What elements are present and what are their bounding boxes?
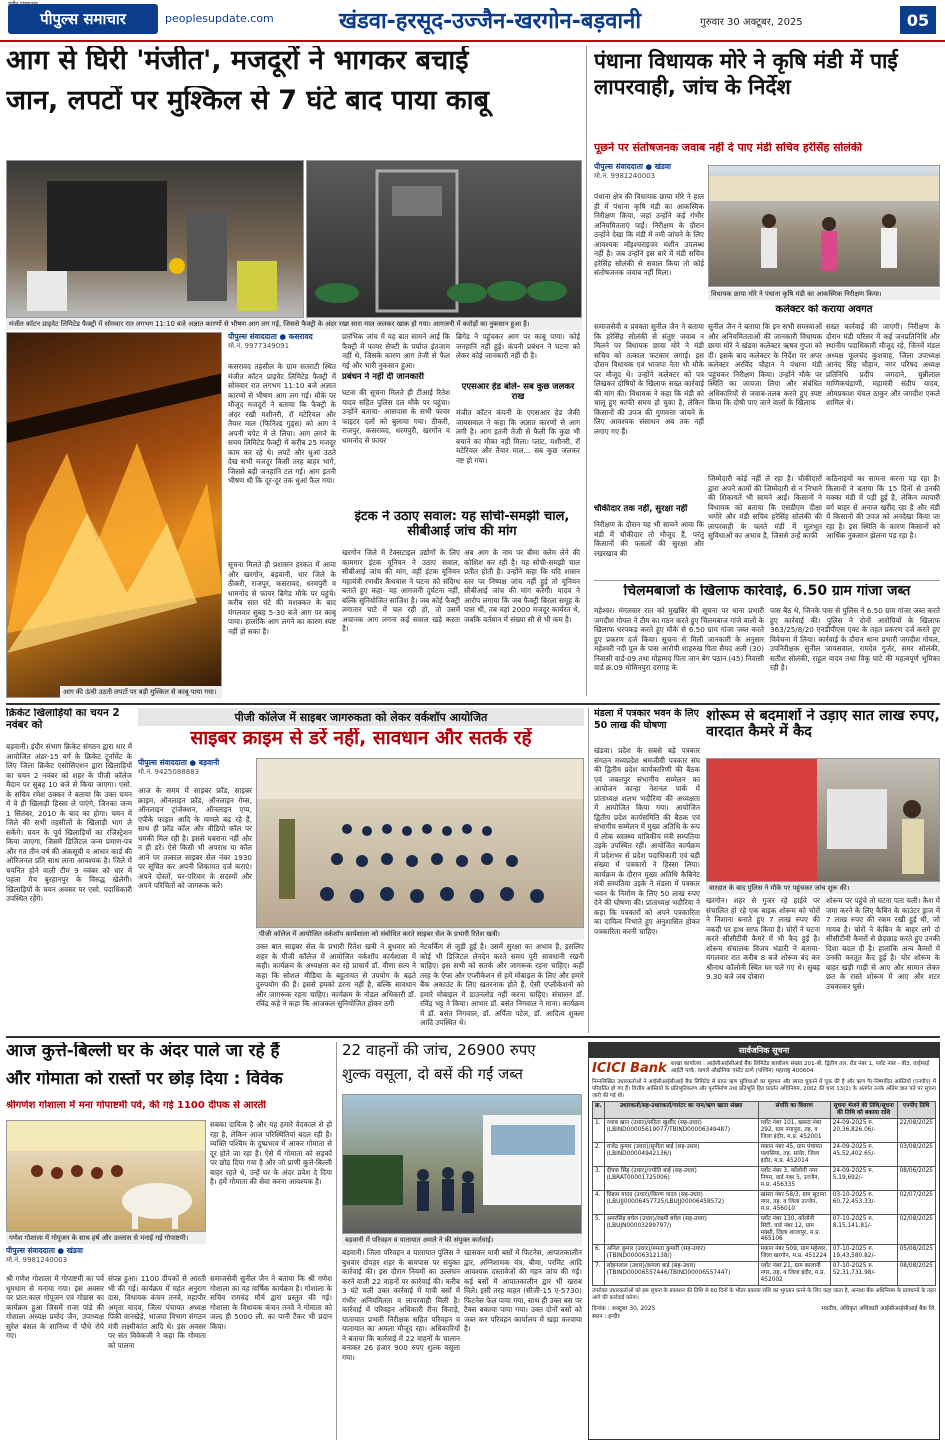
cyber-photo-illustration xyxy=(257,759,584,928)
table-cell: मकान नंबर 509, ग्राम महेश्वर, जिला खरगोन, म.प्र. 451224 xyxy=(758,1245,830,1262)
mandi-photo-illustration xyxy=(709,166,940,287)
table-cell: 22/08/2025 xyxy=(897,1119,935,1143)
table-header-cell: सूचना भेजने की तिथि/सूचना की तिथि को बकाया राशि xyxy=(830,1102,897,1119)
masthead-logo: पीपुल्स समाचार xyxy=(8,4,158,34)
table-cell: 1. xyxy=(593,1119,605,1143)
table-cell: सोहनलाल (उधार)/कमला बाई (सह-उधार) (TBIND00006557446/TBIND00006557447) xyxy=(604,1262,758,1286)
table-header-row xyxy=(593,1102,936,1119)
vivek-headline-line1: आज कुत्ते-बिल्ली घर के अंदर पाले जा रहे हैं xyxy=(6,1042,280,1061)
table-header-cell: संपत्ति का विवरण xyxy=(758,1102,830,1119)
table-cell: 24-09-2025 रु. 20,36,826.06/- xyxy=(830,1119,897,1143)
table-cell: 08/06/2025 xyxy=(897,1166,935,1190)
intuc-col1: खरगोन जिले में टेक्सटाइल उद्योगों के लिए कामगार इंटक यूनियन ने उठाए सवाल, सीबीआई जांच की मांग, वहीं इंटक यूनियन महामंत्री रणधीर कैथवास ने घटना को संदिग्ध बताते हुए कहा- यह आगजनी दुर्घटना नहीं, बल्कि सुनियोजित साजिश है। जब कोई फैक्ट्री लगातार घाटे में चल रही हो, तो उसमें अचानक आग लगना कई सवाल खड़े करता है। xyxy=(342,548,460,633)
byline-location: बड़वानी xyxy=(198,758,220,767)
goshala-photo-illustration xyxy=(7,1121,206,1232)
byline-location: कसरावद xyxy=(288,332,313,341)
table-header-cell: उधारकर्ता/सह-उधारकर्ता/गारंटर का नाम/ऋण खाता संख्या xyxy=(604,1102,758,1119)
vivek-col1: श्री गणेश गोशाला में गोपाष्टमी का पर्व धूमधाम से मनाया गया। इस अवसर पर प्रात:काल गोपूजन एवं गोग्रास का कार्यक्रम हुआ जिसमें राजा पांडे की गोशाला अध्यक्ष प्रमोद जैन, उपाध्यक्ष सुरेश बंसल के सानिध्य में पौधे रोपे गए। xyxy=(6,1274,104,1340)
table-row xyxy=(593,1119,936,1143)
table-cell: विक्रम यादव (उधार)/किरण यादव (सह-उधार) (LBUJJ00006457725/LBUJJ00006458572) xyxy=(604,1190,758,1214)
byline-name: पीपुल्स संवाददाता xyxy=(6,1246,55,1255)
column-divider xyxy=(588,708,589,1033)
icici-sign-block xyxy=(589,1304,939,1320)
bus-photo xyxy=(342,1094,582,1234)
factory-machinery-photo xyxy=(306,160,582,318)
notice-section-label: सार्वजनिक सूचना xyxy=(589,1043,939,1058)
lead-col4b: मंजीत कॉटन कंपनी के एएसआर हेड जैकी जायसवाल ने कहा कि अज्ञात कारणों से आग लगी है। आग इतनी तेजी से फैली कि कुछ भी बचाने का मौका नहीं मिला। प्लांट, मशीनरी, रॉ मटेरियल और तैयार माल... सब कुछ जलकर नष्ट हो गया। xyxy=(456,408,580,465)
ganja-headline: चिलमबाजों के खिलाफ कार्रवाई, 6.50 ग्राम गांजा जब्त xyxy=(623,584,911,599)
icici-intro: निम्नलिखित उधारकर्ताओं ने आईसीआईसीआई बैंक लिमिटेड से प्राप्त ऋण सुविधाओं का मूलधन और ब्याज चुकाने में चूक की है और ऋण गैर-निष्पादित आस्तियों (एनपीए) में परिवर्तित हो गए हैं। वित्तीय आस्तियों के प्रतिभूतिकरण और पुनर्निर्माण तथा प्रतिभूति हित प्रवर्तन अधिनियम, 2002 की धारा 13(2) के अंतर्गत उनके अंतिम ज्ञात पते पर सूचना जारी की गई थी। xyxy=(592,1079,936,1099)
icici-place: स्थान : इन्दौर xyxy=(592,1313,620,1320)
table-cell: 2. xyxy=(593,1143,605,1167)
table-cell: 02/08/2025 xyxy=(897,1214,935,1245)
fire-photo xyxy=(6,332,222,698)
column-divider xyxy=(336,1042,337,1440)
cricket-headline: क्रिकेट खिलाड़ियों का चयन 2 नवंबर को xyxy=(6,708,120,731)
byline-name: पीपुल्स संवाददाता xyxy=(138,758,187,767)
vivek-byline-block xyxy=(6,1246,206,1272)
lead-headline-line1: आग से घिरी 'मंजीत', मजदूरों ने भागकर बचाई xyxy=(6,46,469,76)
icici-logo: ICICI Bank xyxy=(592,1061,667,1076)
table-cell: 07-10-2025 रु. 52,31,731.98/- xyxy=(830,1262,897,1286)
vivek-byline: पीपुल्स संवाददाता ● खंडवा xyxy=(6,1246,83,1255)
icici-signatory: भवदीय, अधिकृत अधिकारी आईसीआईसीआई बैंक लि. xyxy=(820,1305,936,1312)
mandi-col3: सख्त कार्रवाई की जाएगी। निरीक्षण के दौरान मंडी परिसर में कई जनप्रतिनिधि और स्थानीय पदाधिकारी मौजूद रहे, जिनमें मंडल अध्यक्ष फूलचंद कुशवाह, जिला उपाध्यक्ष आनंद सिंह चौहान, नगर परिषद अध्यक्ष प्रतिनिधि प्रदीप जगदाने, चुन्नीलाल माणिकचंद्राणी, महामंत्री संदीप यादव, ओमप्रकाश चंचल ठाकुर और जगदीश एकले शामिल थे। xyxy=(826,322,940,407)
icici-date: दिनांक : अक्टूबर 30, 2025 xyxy=(592,1305,656,1312)
table-header-cell: क्र. xyxy=(593,1102,605,1119)
website-link[interactable]: peoplesupdate.com xyxy=(165,12,274,25)
mandi-subhead1: कलेक्टर को कराया अवगत xyxy=(775,304,873,315)
cyber-col1: आज के समय में साइबर फ्रॉड, साइबर क्राइम, ऑनलाइन फ्रॉड, ऑनलाइन गेम्स, ऑनलाइन ट्रांजेक्शन, ऑनलाइन एप्प, एपीके फाइल आदि के मामले बढ़ रहे हैं, साथ ही फ्रॉड कॉल और वीडियो कॉल पर धमकी मिल रही है। इससे घबराना नहीं और न ही डरें। ऐसे किसी भी अपराध या कॉल आने पर तत्काल साइबर सेल नंबर 1930 पर सूचित कर अपनी शिकायत दर्ज कराएं। अपने दोस्तों, घर-परिवार के सदस्यों और अपने परिचितों को जागरूक करें। xyxy=(138,786,252,890)
bus-photo-caption: बड़वानी में परिवहन व यातायात अमले ने की संयुक्त कार्रवाई। xyxy=(342,1234,582,1246)
table-cell: 6. xyxy=(593,1245,605,1262)
lead-col3: प्रारंभिक जांच में यह बात सामने आई कि फैक्ट्री में फायर सेफ्टी के पर्याप्त इंतजाम नहीं थे, जिसके कारण आग तेजी से फैल गई और भारी नुकसान हुआ। xyxy=(342,332,450,370)
table-cell: 07-10-2025 रु. 8,15,141.81/- xyxy=(830,1214,897,1245)
machinery-photo-illustration xyxy=(307,161,582,318)
vivek-deck: श्रीगणेश गोशाला में मना गोपाष्टमी पर्व, की गई 1100 दीपक से आरती xyxy=(6,1100,266,1111)
mandi-photo-caption: विधायक छाया मोरे ने पंधाना कृषि मंडी का आकस्मिक निरीक्षण किया। xyxy=(708,288,940,300)
table-cell: 7. xyxy=(593,1262,605,1286)
lead-byline: पीपुल्स संवाददाता ● कसरावद xyxy=(228,332,313,341)
mandi-deck: पूछने पर संतोषजनक जवाब नहीं दे पाए मंडी सचिव हरेसिंह सोलंकी xyxy=(594,142,863,154)
table-body xyxy=(593,1119,936,1286)
icici-header xyxy=(589,1058,939,1079)
table-row xyxy=(593,1166,936,1190)
bus-headline-line1: 22 वाहनों की जांच, 26900 रुपए xyxy=(342,1042,536,1059)
mandi-col1b: समाजसेवी व प्रवक्ता सुनील जैन ने बताया कि हरेसिंह सोलंकी से संतुष्ट जवाब न मिलने पर विधायक छाया मोरे ने मंडी सचिव को तत्काल फटकार लगाई। इस दौरान विधायक एवं भाजपा नेता भी मौके पर मौजूद थे। उन्होंने कलेक्टर को पत्र लिखकर दोषियों के खिलाफ सख्त कार्रवाई की मांग की। विधायक ने कहा कि मंडी को चालू हुए काफी समय हो चुका है, लेकिन किसानों की उपज की गुणवत्ता जांचने के लिए आवश्यक संसाधन अब तक नहीं लगाए गए हैं। xyxy=(594,322,704,436)
fire-photo-caption: आग की ऊंची उठती लपटों पर बड़ी मुश्किल से काबू पाया गया। xyxy=(60,686,222,698)
table-cell: 4. xyxy=(593,1190,605,1214)
icici-branch: शाखा कार्यालय : आईसीआईसीआई बैंक लिमिटेड कार्यालय संख्या 201-बी, द्वितीय तल, रोड नंबर 1, प्लॉट नंबर - बी3, वाईफाई आईटी पार्क, वागले औद्योगिक एस्टेट ठाणे (पश्चिम) महाराष्ट्र 400604 xyxy=(670,1061,930,1074)
showroom-photo xyxy=(706,758,940,882)
lead-headline-line2: जान, लपटों पर मुश्किल से 7 घंटे बाद पाया काबू xyxy=(6,86,490,116)
mandi-col3b: कठिनाइयों का सामना करना पड़ रहा है। किसानों ने बताया कि 15 दिनों से उनकी मक्का मंडी में पड़ी हुई है, लेकिन व्यापारी वर्ग बाहर से अनाज खरीद रहा है और मंडी में किसानों की उपज को अनदेखा किया जा रहा है। इस स्थिति के कारण किसानों को आर्थिक नुकसान झेलना पड़ रहा है। xyxy=(826,474,940,540)
table-cell: 05/08/2025 xyxy=(897,1245,935,1262)
column-divider xyxy=(586,46,587,696)
table-cell: प्लॉट नंबर 21, ग्राम कालानी नगर, तह. व जिला इंदौर, म.प्र. 452002 xyxy=(758,1262,830,1286)
showroom-col1: खरगोन। शहर से गुजर रहे हाईवे पर संचालित हो रहे एक बाइक शोरूम को चोरों ने निशाना बनाते हुए 7 लाख रुपए की नकदी पर हाथ साफ किया है। चोरों ने घटना करते सीसीटीवी कैमरे में भी कैद हुई है। शोरूम संचालक विजय भंडारी ने बताया- मंगलवार रात करीब 8 बजे शोरूम बंद कर श्रीनाथ कॉलोनी स्थित घर चले गए थे। सुबह 9.30 बजे जब दोबारा xyxy=(706,896,820,981)
factory-interior-photo xyxy=(6,160,304,318)
vivek-col4: समाजसेवी सुनील जैन ने बताया कि श्री गणेश गोशाला का यह वार्षिक कार्यक्रम है। गोशाला के सचिव रामचंद्र मौर्य द्वारा प्रस्तुत की गई। गोशाला के विधायक कंचन तनवे ने गोमाता को जल्द ही 5000 ली. का पानी टैंकर भी प्रदान किया। xyxy=(210,1274,332,1331)
ganja-col2: पास बैठ थे, जिनके पास से पुलिस ने 6.50 ग्राम गांजा जब्त करते हुए कार्रवाई की। पुलिस ने दोनों आरोपियों के खिलाफ 363/25/8/20 एनडीपीएस एक्ट के तहत प्रकरण दर्ज करते हुए विवेचना में लिया। कार्रवाई के दौरान थाना प्रभारी जगदीश गोयल, उपनिरीक्षक सुनील जायसवाल, रामदेव गुर्जर, समर सोलंकी, सतीश सोलंकी, राहुल यादव तथा विकू घाटे की महत्वपूर्ण भूमिका रही है। xyxy=(770,606,940,672)
issue-date: गुरुवार 30 अक्टूबर, 2025 xyxy=(700,17,803,28)
press-headline: मंडला में पत्रकार भवन के लिए 50 लाख की घोषणा xyxy=(594,708,699,731)
cyber-kicker: पीजी कॉलेज में साइबर जागरुकता को लेकर वर्कशॉप आयोजित xyxy=(138,708,584,726)
mandi-col1: पंधाना क्षेत्र की विधायक छाया मोरे ने हाल ही में पंधाना कृषि मंडी का आकस्मिक निरीक्षण किया, जहां उन्होंने कई गंभीर अनियमितताएं पाईं। निरीक्षण के दौरान उन्होंने देखा कि मंडी में नमी जांचने के लिए आवश्यक मॉइश्चराइजर मशीन उपलब्ध नहीं है। जब उन्होंने इस बारे में मंडी सचिव हरेसिंह सोलंकी से सवाल किया तो कोई संतोषजनक जवाब नहीं मिला। xyxy=(594,192,704,277)
table-cell: 03/08/2025 xyxy=(897,1143,935,1167)
mandi-byline-block xyxy=(594,162,704,188)
byline-name: पीपुल्स संवाददाता xyxy=(228,332,277,341)
table-cell: प्लॉट नंबर 3, कॉलोनी नगर निगम, वार्ड नंबर 5, उज्जैन, म.प्र. 456335 xyxy=(758,1166,830,1190)
table-cell: 5. xyxy=(593,1214,605,1245)
table-row xyxy=(593,1143,936,1167)
mandi-col2b: जिम्मेदारी कोई नहीं ले रहा है। चौकीदारों द्वारा अपने कामों की जिम्मेदारी से न निभाने की शिकायतें भी सामने आईं। किसानों ने विधायक को बताया कि एसडीएम दीक्षा भगोरे और मंडी सचिव हरेसिंह सोलंकी की लापरवाही के चलते मंडी में मूलभूत सुविधाओं का अभाव है, जिससे उन्हें काफी xyxy=(708,474,822,540)
goshala-photo xyxy=(6,1120,206,1232)
edition-title: खंडवा-हरसूद-उज्जैन-खरगोन-बड़वानी xyxy=(338,9,642,34)
showroom-col2: शोरूम पर पहुंचे तो घटना पता चली। कैश में जमा करने के लिए कैबिन के काउंटर ड्राज में 7 लाख रुपए की रकम रखी हुई थी, जो गायब है। चोरों ने केबिन के बाहर लगे दो सीसीटीवी कैमरों से छेड़छाड़ करते हुए उनकी दिशा बदल दी है। हालांकि अन्य कैमरों में उनकी करतूत कैद हुई है। चोर शोरूम के बाहर खड़ी गाड़ी से आए और सामान लेकर छत के रास्ते शोरूम में आए और शटर उचकाकर घुसे। xyxy=(826,896,940,991)
table-cell: 08/08/2025 xyxy=(897,1262,935,1286)
icici-date-place xyxy=(592,1304,655,1320)
icici-defaulters-table xyxy=(592,1101,936,1286)
bus-photo-illustration xyxy=(343,1095,582,1234)
page-header xyxy=(0,0,945,42)
mandi-byline: पीपुल्स संवाददाता ● खंडवा xyxy=(594,162,671,171)
byline-location: खंडवा xyxy=(654,162,671,171)
cyber-workshop-photo xyxy=(256,758,584,928)
mandi-mobile: मो.नं. 9981240003 xyxy=(594,172,656,180)
page-number: 05 xyxy=(900,6,936,34)
table-header-cell: एनपीए तिथि xyxy=(897,1102,935,1119)
table-cell: प्लॉट नंबर 130, कॉलोनी सिटी, वार्ड नंबर 12, ग्राम मक्सी, जिला शाजापुर, म.प्र. 465106 xyxy=(758,1214,830,1245)
cyber-byline-block xyxy=(138,758,252,784)
intuc-col2: अब आग के नाम पर बीमा क्लेम लेने की कोशिश कर रही है। यह सोची-समझी चाल प्रतीत होती है। उन्होंने कहा कि यदि शासन स्तर पर निष्पक्ष जांच नहीं हुई तो यूनियन सीबीआई जांच की मांग करेगी। यादव ने आरोप लगाया कि जब फैक्ट्री बिरला समूह के पास थी, तब यहां 2000 मजदूर कार्यरत थे, जबकि वर्तमान में संख्या सौ से भी कम है। xyxy=(464,548,580,624)
mandi-col2c: निरीक्षण के दौरान यह भी सामने आया कि मंडी में चौकीदार तो मौजूद हैं, परंतु किसानों की फसलों की सुरक्षा और रखरखाव की xyxy=(594,520,704,558)
section-divider xyxy=(6,703,940,705)
divider xyxy=(594,580,940,581)
lead-col2: सूचना मिलते ही प्रशासन हरकत में आया और खरगोन, बड़वानी, धार जिले के ठीकरी, राजपुर, कसरावद, धरमपुरी व धामनोद से फायर ब्रिगेड मौके पर पहुंचे। करीब सात घंटे की मशक्कत के बाद मंगलवार सुबह 5-30 बजे आग पर काबू पाया। हालांकि आग लगने का कारण स्पष्ट नहीं हो सका है। xyxy=(228,560,336,636)
table-cell: 24-09-2025 रु. 5,19,692/- xyxy=(830,1166,897,1190)
table-cell: अमरसिंह बघेल (उधार)/लक्ष्मी बघेल (सह-उधार) (LBUJN00003299797/) xyxy=(604,1214,758,1245)
cricket-body: बड़वानी। इंदौर संभाग क्रिकेट संगठन द्वारा धार में आयोजित अंडर-15 वर्ग के क्रिकेट टूर्नामेंट के लिए जिला क्रिकेट एसोसिएशन द्वारा खिलाड़ियों का चयन 2 नवंबर को शहर के पीजी कॉलेज मैदान पर सुबह 10 बजे से किया जाएगा। एसो. के सचिव रमेश ठक्कर ने बताया कि उक्त चयन में वे ही खिलाड़ी हिस्सा ले पाएंगे, जिनका जन्म 1 सितंबर, 2010 के बाद का होगा। चयन में जिले की सभी तहसीलों के खिलाड़ी भाग ले सकेंगे। चयन के पूर्व खिलाड़ियों का रजिस्ट्रेशन किया जाएगा, जिसमें डिजिटल जन्म प्रमाण-पत्र और गत तीन वर्ष की अंकसूची व आधार कार्ड की ओरिजनल प्रति साथ लाना आवश्यक है। जिले में चयनित होने वाली टीम 9 नवंबर को धार में पहला मैच बुरहानपुर के विरुद्ध खेलेगी। खिलाड़ियों के चयन अवसर पर एसो. पदाधिकारी उपस्थित रहेंगे। xyxy=(6,742,132,903)
showroom-headline: शोरूम से बदमाशों ने उड़ाए सात लाख रुपए, वारदात कैमरे में कैद xyxy=(706,708,940,741)
mandi-inspection-photo xyxy=(708,165,940,287)
bus-col1: बड़वानी। जिला परिवहन व यातायात पुलिस ने बुधवार दोपहर शहर के बायपास पर संयुक्त कार्रवाई की। इस दौरान नियमों का उल्लंघन करने वाली 22 वाहनों पर कार्रवाई की। करीब 3 घंटे चली उक्त कार्रवाई में यात्री बसों में गंभीर अनियमितता व लापरवाही मिली है। कार्रवाई में परिवहन अधिकारी रीना किराड़े, यातायात प्रभारी निरीक्षक सहित परिवहन व यातायात का अमला मौजूद रहा। अधिकारियों ने बताया कि कार्रवाई में 22 वाहनों के चालान बनाकर 26 हजार 900 रुपए शुल्क वसूला गया। xyxy=(342,1248,460,1362)
cyber-col2: उक्त बात साइबर सेल के प्रभारी रितेश खत्री ने बुधवार को शहर के पीजी कॉलेज में आयोजित वर्कशॉप कार्यशाला में कही। कार्यक्रम के अध्यक्षता कर रहे प्राचार्य डॉ. वीणा सत्य ने कहा कि सोशल मीडिया के बहुतायत से उपयोग के बढ़ते दुरुपयोग की हैं। इससे हमको डरना नहीं है, बल्कि सावधान और जागरूक रहना चाहिए। कार्यक्रम के नोडल अधिकारी डॉ. रविंद्र कहे ने कहा कि आजकल सुनियोजित होकर ठगी xyxy=(256,942,416,1008)
table-cell: मकान नंबर 45, ग्राम पंचायत पलासिया, तह. सांवेर, जिला इंदौर, म.प्र. 452014 xyxy=(758,1143,830,1167)
fire-photo-illustration xyxy=(7,333,222,698)
table-row xyxy=(593,1245,936,1262)
bus-col2: खासकर यात्री बसों में फिटनेस, आपातकालीन द्वार, अग्निशामक यंत्र, बीमा, परमिट आदि आवश्यक दस्तावेजों की गहन जांच की गई। कई बसों में आपातकालीन द्वार भी खराब मिले। इसी तरह वाहन (सीजी-15 ए-5730) फिटनेस फेल पाया गया, साथ ही उक्त बस पर टैक्स बकाया पाया गया। उक्त दोनों बसों को जब्त कर परिवहन कार्यालय में खड़ा करवाया है। xyxy=(464,1248,582,1333)
table-row xyxy=(593,1262,936,1286)
vivek-col3: सबका दायित्व है और यह हमारे वेदकाल से हो रहा है, लेकिन आज परिस्थितियां बदल रही हैं। व्यक्ति पश्चिम के दुष्प्रभाव में आकर गोमाता से दूर होते जा रहा है। ऐसे में गोमाता को सड़कों पर छोड़ दिया गया है और जो प्राणी कुत्ते-बिल्ली बाहर रहते थे, उन्हें घर के अंदर प्रवेश दे दिया है। हमें गोमाता की सेवा करना आवश्यक है। xyxy=(210,1120,332,1186)
table-cell: राजेंद्र कुमार (उधार)/सुनीता बाई (सह-उधार) (LBIND00004942136/) xyxy=(604,1143,758,1167)
intuc-headline: इंटक ने उठाए सवाल: यह सोची-समझी चाल, सीबीआई जांच की मांग xyxy=(354,510,570,539)
lead-byline-block xyxy=(228,332,338,362)
table-cell: 3. xyxy=(593,1166,605,1190)
bus-headline-line2: शुल्क वसूला, दो बसें की गईं जब्त xyxy=(342,1066,523,1083)
lead-col3b: घटना की सूचना मिलते ही टीआई रितेश यादव सहित पुलिस दल मौके पर पहुंचा। उन्होंने बताया- आसपास के सभी फायर फाइटर दलों को बुलाया गया। ठीकरी, राजपुर, कसरावद, धरमपुरी, खरगोन व धामनोद से फायर xyxy=(342,388,450,445)
vivek-col2: संपन्न हुआ। 1100 दीपकों से आरती भी की गई। कार्यक्रम में महंत अनुराग दास, विधायक कंचन तनवे, महापौर अमृता यादव, जिला पंचायत अध्यक्ष पिंकी वानखेड़े, भाजपा विभाग संगठन मंत्री लक्ष्मीकांत आदि थे। इस अवसर पर संत विवेकजी ने कहा कि गोमाता को पालना xyxy=(108,1274,206,1350)
vivek-headline-line2: और गोमाता को रास्तों पर छोड़ दिया : विवेक xyxy=(6,1070,283,1089)
cyber-headline: साइबर क्राइम से डरें नहीं, सावधान और सतर्क रहें xyxy=(190,728,532,749)
showroom-photo-caption: वारदात के बाद पुलिस ने मौके पर पहुंचकर जांच शुरू की। xyxy=(706,882,940,894)
table-cell: 07-10-2025 रु. 19,43,580.82/- xyxy=(830,1245,897,1262)
icici-footer: उपरोक्त उधारकर्ताओं को इस सूचना के प्रकाशन की तिथि से 60 दिनों के भीतर बकाया राशि का भुगतान करने के लिए कहा जाता है, अन्यथा बैंक अधिनियम के प्रावधानों के तहत आगे की कार्रवाई करेगा। xyxy=(592,1288,936,1301)
section-divider xyxy=(6,1036,940,1038)
mandi-headline: पंधाना विधायक मोरे ने कृषि मंडी में पाई लापरवाही, जांच के निर्देश xyxy=(594,49,898,100)
ganja-col1: महेश्वर। मंगलवार रात को मुखबिर की सूचना पर थाना प्रभारी जगदीश गोयल ने टीम का गठन करते हुए चिलमबाज गांजे वालों के खिलाफ धरपकड़ करते हुए मौके से 6.50 ग्राम गांजा जब्त करते हुए प्रकरण दर्ज किया। सूचना से मिली जानकारी के अनुसार महेश्वरी नदी पुल के पास आरोपी शाहरुख पिता सैयद अली (30) निवासी वार्ड-09 तथा मोहम्मद पिता जान बेग पठान (45) निवासी वार्ड क्र.09 मोमिनपुरा दरगाह के xyxy=(594,606,764,672)
cyber-mobile: मो.नं. 9425088883 xyxy=(138,768,200,776)
table-cell: प्लॉट नंबर 101, खसरा नंबर 292, ग्राम नयापुरा, तह. व जिला इंदौर, म.प्र. 452001 xyxy=(758,1119,830,1143)
lead-col1: कसरावद तहसील के ग्राम सतराटी स्थित मंजीत कॉटन प्राइवेट लिमिटेड फैक्ट्री में सोमवार रात लगभग 11:10 बजे अज्ञात कारणों से भीषण आग लग गई। मौके पर मौजूद मजदूरों ने बताया कि फैक्ट्री के अंदर रखी मशीनरी, रॉ मटेरियल और तैयार माल (फिनिश्ड गुड्स) को आग ने अपनी चपेट में ले लिया। आग लगने के समय लिमिटेड फैक्ट्री में करीब 25 मजदूर काम कर रहे थे। लपटें और धुआं उठते देख सभी मजदूर किसी तरह बाहर भागे, जिससे बड़ी जनहानि टल गई। आग इतनी भीषण थी कि दूर-दूर तक धुआं फैल गया। xyxy=(228,362,336,485)
byline-location: खंडवा xyxy=(66,1246,83,1255)
goshala-photo-caption: गणेश गोशाला में गोपूजन के साथ हर्ष और उल्लास से मनाई गई गोपाष्टमी। xyxy=(6,1232,206,1244)
cyber-byline: पीपुल्स संवाददाता ● बड़वानी xyxy=(138,758,220,767)
lead-subhead1: प्रबंधन ने नहीं दी जानकारी xyxy=(342,372,424,382)
cyber-photo-caption: पीजी कॉलेज में आयोजित वर्कशॉप कार्यशाला को संबोधित करते साइबर सेल के प्रभारी रितेश खत्री। xyxy=(256,928,584,940)
table-cell: खसरा नंबर 58/3, ग्राम सुदामा नगर, तह. व जिला उज्जैन, म.प्र. 456010 xyxy=(758,1190,830,1214)
table-cell: 24-09-2025 रु. 45,52,402.65/- xyxy=(830,1143,897,1167)
factory-photo-caption: मंजीत कॉटन प्राइवेट लिमिटेड फैक्ट्री में सोमवार रात लगभग 11:10 बजे अज्ञात कारणों से भीषण आग लग गई, जिससे फैक्ट्री के अंदर रखा सारा माल जलकर खाक हो गया। आगजनी में करोड़ों का नुकसान हुआ है। xyxy=(6,318,582,330)
table-cell: दीपक सिंह (उधार)/ज्योति बाई (सह-उधार) (LBRAT00001725006) xyxy=(604,1166,758,1190)
table-cell: नवाब खान (उधार)/सरिता खुर्शीद (सह-उधार) (LBIND00005619077/TBIND00006349487) xyxy=(604,1119,758,1143)
table-row xyxy=(593,1190,936,1214)
icici-public-notice xyxy=(588,1042,940,1440)
table-cell: 03-10-2025 रु. 60,72,453.33/- xyxy=(830,1190,897,1214)
lead-mobile: मो.नं. 9977349091 xyxy=(228,342,290,350)
lead-subhead2: एएसआर हेड बोले- सब कुछ जलकर राख xyxy=(461,382,575,403)
table-row xyxy=(593,1214,936,1245)
factory-photo-illustration xyxy=(7,161,304,318)
lead-col4: ब्रिगेड ने पहुंचकर आग पर काबू पाया। कोई जनहानि नहीं हुई। कंपनी प्रबंधन ने घटना को लेकर कोई जानकारी नहीं दी है। xyxy=(456,332,580,360)
mandi-col2: सुनील जैन ने बताया कि इन सभी समस्याओं और अनियमितताओं की जानकारी विधायक छाया मोरे ने खंडवा कलेक्टर ऋषव गुप्ता को दी। इसके बाद कलेक्टर के निर्देश पर अपर कलेक्टर अरविंद चौहान ने पंधाना मंडी पहुंचकर निरीक्षण किया। उन्होंने मौके पर स्थिति का जायजा लिया और संबंधित अधिकारियों से जवाब-तलब करते हुए स्पष्ट किया कि दोषी पाए जाने वालों के खिलाफ xyxy=(708,322,822,407)
press-body: खंडवा। प्रदेश के सबसे बड़े पत्रकार संगठन मध्यप्रदेश श्रमजीवी पत्रकार संघ की द्वितीय प्रदेश कार्यकारिणी की बैठक एवं जबलपुर संभागीय सम्मेलन का आयोजन कान्हा नेशनल पार्क में प्रांताध्यक्ष शलभ भदौरिया की अध्यक्षता में आयोजित किया गया। आयोजित द्वितीय प्रदेश कार्यसमिति की बैठक एवं संभागीय सम्मेलन में मुख्य अतिथि के रूप में लोक स्वास्थ्य यांत्रिकीय मंत्री सम्पतिया उइके उपस्थित रहीं। आयोजित कार्यक्रम में प्रदेशभर से प्रदेश पदाधिकारी एवं बड़ी संख्या में पत्रकारों ने हिस्सा लिया। कार्यक्रम के दौरान मुख्य अतिथि कैबिनेट मंत्री सम्पतिया उइके ने मंडला में पत्रकार भवन के निर्माण के लिए 50 लाख रुपए देने की घोषणा की। प्रांताध्यक्ष भदौरिया ने कहा कि पत्रकारों को अपने पत्रकारिता का दायित्व निभाते हुए अनुशासित होकर पत्रकारिता करनी चाहिए। xyxy=(594,746,700,936)
cyber-col3: नेटवर्किंग से जुड़ी हुई है। उसमें सुरक्षा का अभाव है, इसलिए कोई भी डिजिटल लेनदेन करते समय पूरी सावधानी रखनी चाहिए। इस सभी को सतर्क और जागरूक रहना चाहिए। कहीं तरह के ऐप्स और एप्लीकेशन से हमें मोबाइल के लिए और हमारे बैंक अकाउंट के लिए खतरनाक होते हैं, ऐसी एप्लीकेशनों को हमारे मोबाइल में डाउनलोड नहीं करना चाहिए। संचालन डॉ. रविंद्र भट्ट ने किया। आभार डॉ. बसंत निगवाल ने माना। कार्यक्रम में डॉ. बसंत निगवाल, डॉ. अर्पिता पटेल, डॉ. आदित्य शुक्ला आदि उपस्थित थे। xyxy=(420,942,584,1027)
vivek-mobile: मो.नं. 9981240003 xyxy=(6,1256,68,1264)
table-cell: 02/07/2025 xyxy=(897,1190,935,1214)
byline-name: पीपुल्स संवाददाता xyxy=(594,162,643,171)
mandi-subhead2: चौकीदार तक नहीं, सुरक्षा नहीं xyxy=(594,504,688,514)
icici-table-wrap xyxy=(589,1101,939,1286)
table-cell: अनिल कुमार (उधार)/ममता कुमारी (सह-उधार) (TBIND00006312138/) xyxy=(604,1245,758,1262)
showroom-photo-illustration xyxy=(707,759,940,882)
